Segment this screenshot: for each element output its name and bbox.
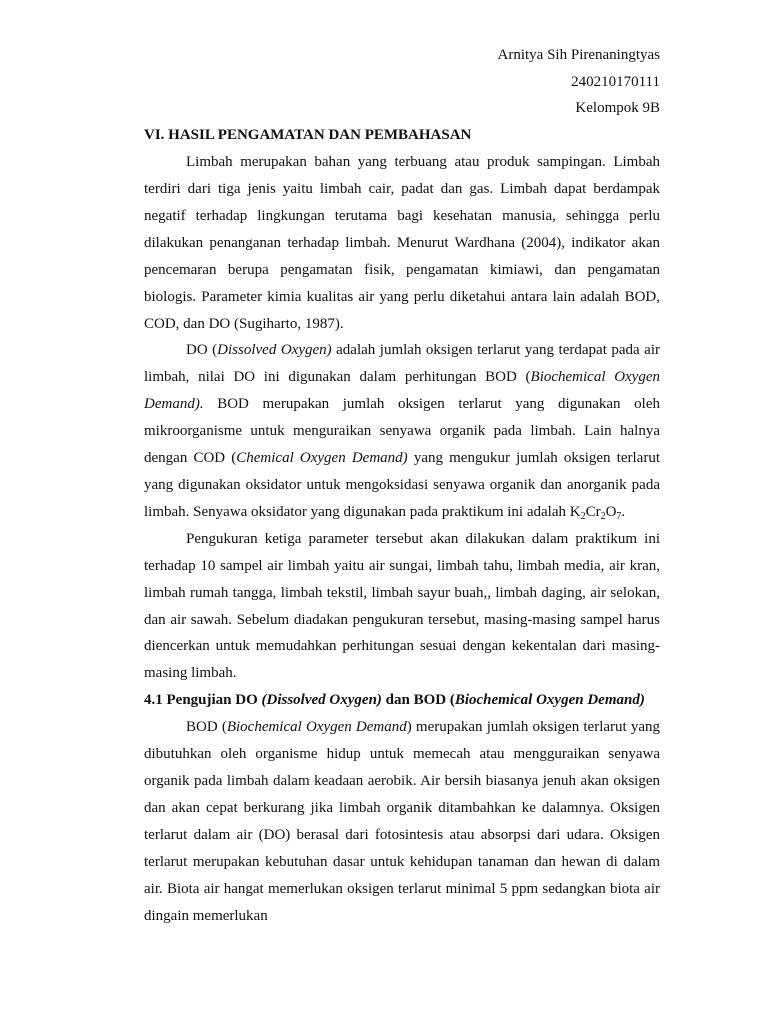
section-title: VI. HASIL PENGAMATAN DAN PEMBAHASAN xyxy=(144,127,472,144)
italic-term: Biochemical Oxygen Demand xyxy=(226,719,407,736)
text-run: adalah jumlah oksigen terlarut yang terdapat pada air limbah, nilai DO ini digunakan dalam perhitungan BOD ( xyxy=(144,342,660,386)
paragraph-waste-definition: Limbah merupakan bahan yang terbuang atau produk sampingan. Limbah terdiri dari tiga jenis yaitu limbah cair, padat dan gas. Limbah dapat berdampak negatif terhadap lingkungan terutama bagi kesehatan manusia, sehingga perlu dilakukan penanganan terhadap limbah. Menurut Wardhana (2004), indikator akan pencemaran berupa pengamatan fisik, pengamatan kimiawi, dan pengamatan biologis. Parameter kimia kualitas air yang perlu diketahui antara lain adalah BOD, COD, dan DO (Sugiharto, 1987). xyxy=(144,154,660,332)
text-run: dan BOD ( xyxy=(381,692,455,709)
italic-term: Chemical Oxygen Demand) xyxy=(236,450,408,467)
subsection-title xyxy=(144,687,660,714)
subscript: 2 xyxy=(580,510,586,522)
text-run: O xyxy=(605,503,617,520)
text-run: Cr xyxy=(585,503,601,520)
text-run: yang mengukur jumlah oksigen terlarut yang digunakan oksidator untuk mengoksidasi senyawa organik dan anorganik pada limbah. Senyawa oksidator yang digunakan pada praktikum ini adalah K xyxy=(144,450,660,520)
student-id: 240210170111 xyxy=(571,73,660,90)
text-run: BOD ( xyxy=(186,719,227,736)
group-label: Kelompok 9B xyxy=(575,100,660,117)
author-name: Arnitya Sih Pirenaningtyas xyxy=(497,47,660,63)
paragraph-do-bod-cod xyxy=(144,337,660,525)
text-run: 4.1 Pengujian DO xyxy=(144,692,262,709)
page-content xyxy=(144,42,660,929)
italic-term: Dissolved Oxygen) xyxy=(217,342,332,359)
author-block xyxy=(144,42,660,122)
text-run: . xyxy=(621,503,626,520)
subscript: 2 xyxy=(600,510,606,522)
italic-term: Biochemical Oxygen Demand) xyxy=(454,692,645,709)
paragraph-bod-definition xyxy=(144,714,660,929)
italic-term: Biochemical Oxygen Demand). xyxy=(144,369,660,413)
paragraph-sample-measurement: Pengukuran ketiga parameter tersebut akan dilakukan dalam praktikum ini terhadap 10 sampel air limbah yaitu air sungai, limbah tahu, limbah media, air kran, limbah rumah tangga, limbah tekstil, limbah sayur buah,, limbah daging, air selokan, dan air sawah. Sebelum diadakan pengukuran tersebut, masing-masing sampel harus diencerkan untuk memudahkan perhitungan sesuai dengan kekentalan dari masing-masing limbah. xyxy=(144,530,660,682)
text-run: ) merupakan jumlah oksigen terlarut yang dibutuhkan oleh organisme hidup untuk memecah atau mengguraikan senyawa organik pada limbah dalam keadaan aerobik. Air bersih biasanya jenuh akan oksigen dan akan cepat berkurang jika limbah organik ditambahkan ke dalamnya. Oksigen terlarut dalam air (DO) berasal dari fotosintesis atau absorpsi dari udara. Oksigen terlarut merupakan kebutuhan dasar untuk kehidupan tanaman dan hewan di dalam air. Biota air hangat memerlukan oksigen terlarut minimal 5 ppm sedangkan biota air dingain memerlukan xyxy=(144,719,660,924)
italic-term: (Dissolved Oxygen) xyxy=(261,692,382,709)
text-run: DO ( xyxy=(186,342,218,359)
subscript: 7 xyxy=(616,510,622,522)
text-run: BOD merupakan jumlah oksigen terlarut yang digunakan oleh mikroorganisme untuk menguraikan senyawa organik pada limbah. Lain halnya dengan COD ( xyxy=(144,396,660,467)
